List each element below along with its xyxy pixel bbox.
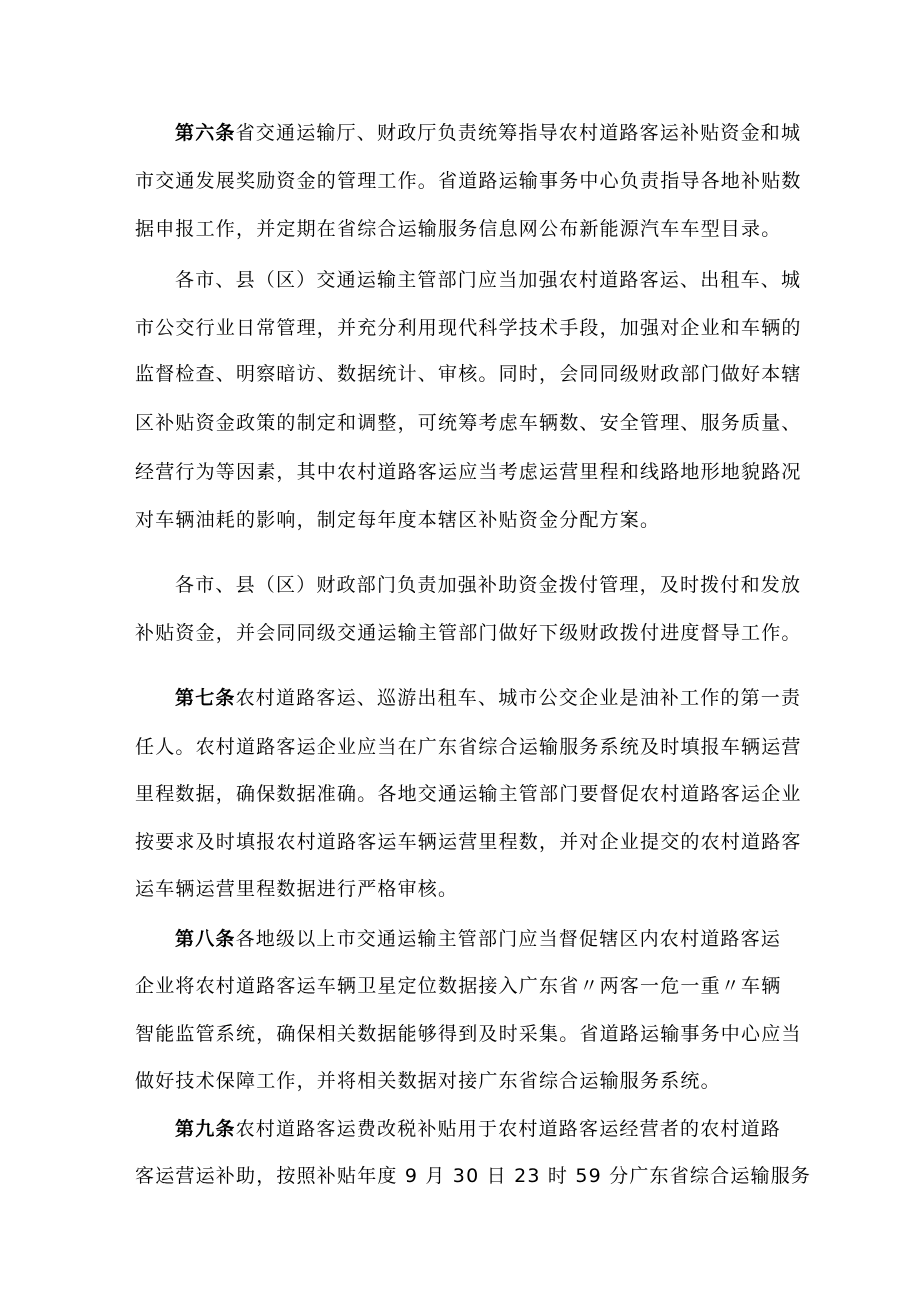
article-6-para3-line-1: 各市、县（区）财政部门负责加强补助资金拨付管理，及时拨付和发放	[175, 574, 802, 596]
article-7-heading: 第七条	[175, 687, 236, 709]
article-9-line-2: 客运营运补助，按照补贴年度 9 月 30 日 23 时 59 分广东省综合运输服务	[135, 1165, 812, 1187]
article-6-para2-line-1: 各市、县（区）交通运输主管部门应当加强农村道路客运、出租车、城	[175, 269, 802, 291]
article-8-line-1	[175, 927, 781, 951]
article-7-line-5: 运车辆运营里程数据进行严格审核。	[135, 878, 459, 900]
article-7-line-1	[175, 686, 801, 710]
article-8-line-4: 做好技术保障工作，并将相关数据对接广东省综合运输服务系统。	[135, 1070, 721, 1092]
article-6-para2-line-4: 区补贴资金政策的制定和调整，可统筹考虑车辆数、安全管理、服务质量、	[135, 412, 802, 434]
article-6-para2-line-5: 经营行为等因素，其中农村道路客运应当考虑运营里程和线路地形地貌路况	[135, 461, 802, 483]
article-6-line-2: 市交通发展奖励资金的管理工作。省道路运输事务中心负责指导各地补贴数	[135, 170, 802, 192]
article-6-heading: 第六条	[175, 122, 236, 144]
article-6-para2-line-3: 监督检查、明察暗访、数据统计、审核。同时，会同同级财政部门做好本辖	[135, 363, 802, 385]
article-6-line-1	[175, 121, 801, 145]
article-6-line-3: 据申报工作，并定期在省综合运输服务信息网公布新能源汽车车型目录。	[135, 218, 782, 240]
article-9-text: 农村道路客运费改税补贴用于农村道路客运经营者的农村道路	[235, 1118, 782, 1140]
article-6-para2-line-2: 市公交行业日常管理，并充分利用现代科学技术手段，加强对企业和车辆的	[135, 317, 802, 339]
article-9-line-1	[175, 1117, 781, 1141]
article-6-para2-line-6: 对车辆油耗的影响，制定每年度本辖区补贴资金分配方案。	[135, 509, 661, 531]
article-7-line-3: 里程数据，确保数据准确。各地交通运输主管部门要督促农村道路客运企业	[135, 783, 802, 805]
article-8-heading: 第八条	[175, 928, 236, 950]
article-6-text: 省交通运输厅、财政厅负责统筹指导农村道路客运补贴资金和城	[235, 122, 802, 144]
article-8-line-3: 智能监管系统，确保相关数据能够得到及时采集。省道路运输事务中心应当	[135, 1023, 802, 1045]
article-9-heading: 第九条	[175, 1118, 236, 1140]
article-7-text: 农村道路客运、巡游出租车、城市公交企业是油补工作的第一责	[235, 687, 802, 709]
article-7-line-2: 任人。农村道路客运企业应当在广东省综合运输服务系统及时填报车辆运营	[135, 736, 802, 758]
article-8-line-2: 企业将农村道路客运车辆卫星定位数据接入广东省〃两客一危一重〃车辆	[135, 975, 782, 997]
article-7-line-4: 按要求及时填报农村道路客运车辆运营里程数，并对企业提交的农村道路客	[135, 831, 802, 853]
article-6-para3-line-2: 补贴资金，并会同同级交通运输主管部门做好下级财政拨付进度督导工作。	[135, 622, 802, 644]
article-8-text: 各地级以上市交通运输主管部门应当督促辖区内农村道路客运	[235, 928, 782, 950]
